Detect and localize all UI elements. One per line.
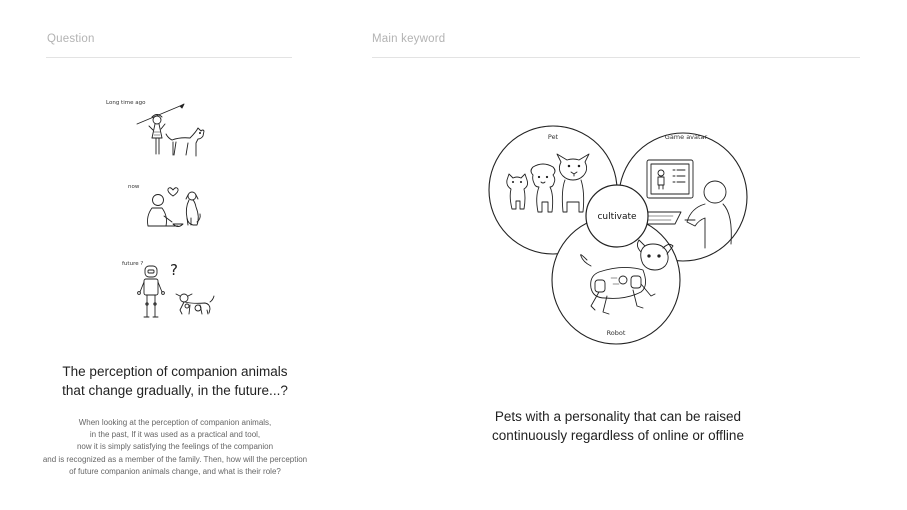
- scene-label: now: [128, 184, 140, 190]
- question-body-line: of future companion animals change, and what is their role?: [69, 466, 281, 476]
- pet-label: Pet: [547, 133, 559, 141]
- robot-label: Robot: [606, 329, 626, 337]
- venn-center: [586, 185, 648, 247]
- question-title-line: The perception of companion animals: [62, 364, 288, 379]
- question-divider: [46, 57, 292, 58]
- robot-with-robot-dog-icon: [138, 261, 214, 317]
- keyword-caption: [440, 407, 796, 445]
- keyword-heading: Main keyword: [372, 33, 446, 45]
- scene-long-time-ago: [106, 100, 204, 156]
- keyword-venn-diagram: [483, 120, 753, 345]
- question-title: [20, 362, 330, 400]
- keyword-caption-line: Pets with a personality that can be raised: [494, 409, 742, 424]
- keyword-divider: [372, 57, 860, 58]
- game-avatar-label: Game avatar: [664, 133, 708, 141]
- center-label: cultivate: [597, 212, 637, 222]
- scene-label: future ?: [122, 261, 144, 267]
- question-body-line: and is recognized as a member of the family. Then, how will the perception: [42, 454, 308, 464]
- scene-label: Long time ago: [106, 100, 146, 106]
- question-body-line: in the past, If it was used as a practical and tool,: [89, 430, 261, 440]
- person-with-pet-icon: [148, 188, 201, 227]
- question-title-line: that change gradually, in the future...?: [62, 383, 288, 398]
- scene-future: [122, 261, 214, 317]
- question-body-line: When looking at the perception of companion animals,: [78, 418, 272, 427]
- keyword-caption-line: continuously regardless of online or offline: [492, 428, 744, 443]
- eras-illustration: [100, 92, 225, 327]
- question-mark: ?: [170, 261, 178, 279]
- hunter-with-dog-icon: [137, 104, 204, 156]
- question-heading: Question: [47, 33, 95, 45]
- question-body: [15, 417, 335, 478]
- question-body-line: now it is simply satisfying the feelings of the companion: [76, 442, 274, 452]
- scene-now: [128, 184, 200, 227]
